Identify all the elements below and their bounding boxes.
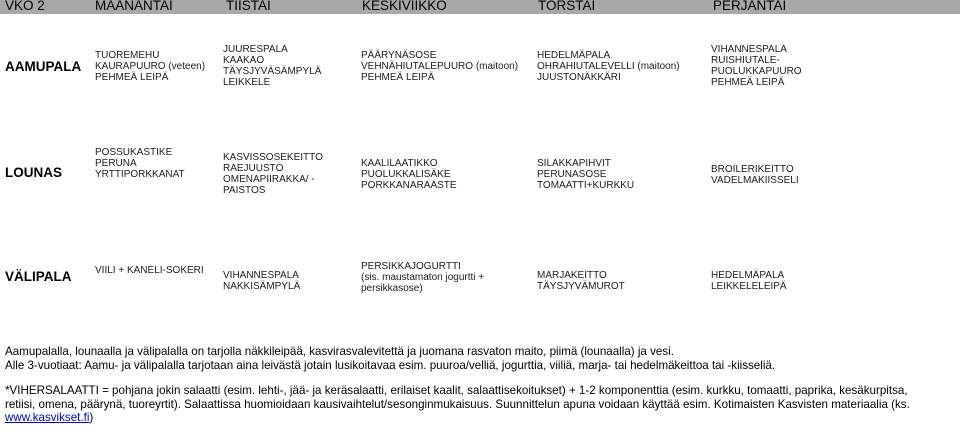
snack-tuesday: VIHANNESPALA NAKKISÄMPYLÄ: [223, 270, 301, 292]
day-header-tuesday: TIISTAI: [226, 0, 271, 13]
link-suffix: ): [89, 411, 94, 424]
kasvikset-link[interactable]: www.kasvikset.fi: [5, 411, 90, 424]
breakfast-tuesday: JUURESPALA KAAKAO TÄYSJYVÄSÄMPYLÄ LEIKKELE: [223, 44, 322, 88]
weekday-header: [0, 0, 960, 14]
meal-label-snack: VÄLIPALA: [5, 269, 72, 284]
day-header-friday: PERJANTAI: [713, 0, 787, 13]
lunch-monday: POSSUKASTIKE PERUNA YRTTIPORKKANAT: [95, 147, 185, 180]
lunch-tuesday: KASVISSOSEKEITTO RAEJUUSTO OMENAPIIRAKKA/ - PAISTOS: [223, 152, 323, 196]
snack-friday: HEDELMÄPALA LEIKKELELEIPÄ: [711, 270, 787, 292]
lunch-friday: BROILERIKEITTO VADELMAKIISSELI: [711, 164, 799, 186]
breakfast-thursday: HEDELMÄPALA OHRAHIUTALEVELLI (maitoon) JUUSTONÄKKÄRI: [537, 50, 680, 83]
breakfast-wednesday: PÄÄRYNÄSOSE VEHNÄHIUTALEPUURO (maitoon) PEHMEÄ LEIPÄ: [361, 50, 519, 83]
breakfast-friday: VIHANNESPALA RUISHIUTALE- PUOLUKKAPUURO PEHMEÄ LEIPÄ: [711, 44, 802, 88]
lunch-thursday: SILAKKAPIHVIT PERUNASOSE TOMAATTI+KURKKU: [537, 158, 635, 191]
week-number: VKO 2: [5, 0, 45, 13]
day-header-monday: MAANANTAI: [95, 0, 173, 13]
note-line-4: retiisi, omena, päärynä, tuoreyrtit). Salaattissa huomioidaan kausivaihtelut/sesonginmukaisuus. Suunnittelun apuna voidaan käyttää esim. Kotimaisten Kasvisten materiaalia (ks.: [5, 397, 910, 411]
menu-notes: [5, 345, 960, 425]
snack-monday: VIILI + KANELI-SOKERI: [95, 265, 204, 276]
snack-thursday: MARJAKEITTO TÄYSJYVÄMUROT: [537, 270, 625, 292]
note-line-1: Aamupalalla, lounaalla ja välipalalla on tarjolla näkkileipää, kasvirasvalevitettä ja juomana rasvaton maito, piimä (lounaalla) ja vesi.: [5, 345, 674, 358]
snack-wednesday: PERSIKKAJOGURTTI (sis. maustamaton jogurtti + persikkasose): [361, 261, 485, 294]
meal-label-lunch: LOUNAS: [5, 165, 62, 180]
day-header-wednesday: KESKIVIIKKO: [362, 0, 447, 13]
lunch-wednesday: KAALILAATIKKO PUOLUKKALISÄKE PORKKANARAASTE: [361, 158, 457, 191]
day-header-thursday: TORSTAI: [538, 0, 596, 13]
note-line-3: *VIHERSALAATTI = pohjana jokin salaatti (esim. lehti-, jää- ja keräsalaatti, erilaiset kaalit, salaattisekoitukset) + 1-2 komponenttia (esim. kurkku, tomaatti, paprika, kesäkurpitsa,: [5, 384, 908, 397]
note-line-2: Alle 3-vuotiaat: Aamu- ja välipalalla tarjotaan aina leivästä jotain lusikoitavaa esim. puuroa/velliä, jogurttia, viiliä, marja- tai hedelmäkeittoa tai -kiisseliä.: [5, 358, 776, 372]
meal-label-breakfast: AAMUPALA: [5, 59, 82, 74]
note-line-5: [5, 411, 960, 425]
breakfast-monday: TUOREMEHU KAURAPUURO (veteen) PEHMEÄ LEIPÄ: [95, 50, 206, 83]
